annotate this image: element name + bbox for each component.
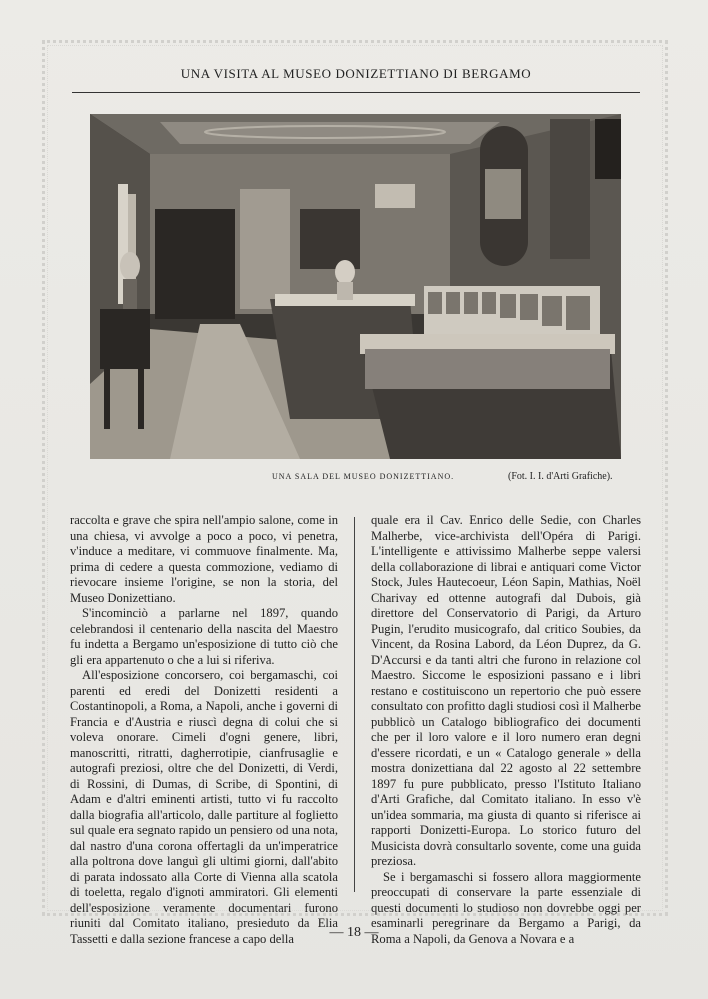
photo-credit: (Fot. I. I. d'Arti Grafiche). [508, 471, 613, 482]
museum-hall-photo [90, 114, 621, 459]
paragraph: S'incominciò a parlarne nel 1897, quando celebrandosi il centenario della nascita del Maestro fu indetta a Bergamo un'esposizione di tutto ciò che gli era appartenuto o che a lui si riferiva. [70, 606, 338, 667]
text-column-right [371, 513, 641, 947]
text-column-left [70, 513, 338, 947]
paragraph: raccolta e grave che spira nell'ampio salone, come in una chiesa, vi avvolge a poco a poco, vi penetra, v'induce a meditare, vi commuove finalmente. Ma, prima di cedere a questa commozione, vediamo di rievocare insieme l'origine, se non la storia, del Museo Donizettiano. [70, 513, 338, 605]
page-number: — 18 — [329, 925, 379, 940]
photo-caption: UNA SALA DEL MUSEO DONIZETTIANO. [272, 472, 455, 481]
column-rule [354, 517, 355, 892]
running-head: UNA VISITA AL MUSEO DONIZETTIANO DI BERGAMO [180, 66, 532, 81]
paragraph: Se i bergamaschi si fossero allora maggiormente preoccupati di conservare la parte essenziale di questi documenti lo studioso non dovrebbe oggi per esaminarli peregrinare da Bergamo a Parigi, da Roma a Napoli, da Genova a Novara e a [371, 869, 641, 946]
paragraph: All'esposizione concorsero, coi bergamaschi, coi parenti ed eredi del Donizetti residenti a Costantinopoli, a Roma, a Napoli, anche i governi di Francia e d'Austria e riuscì degna di colui che si voleva onorare. Cimeli d'ogni genere, libri, manoscritti, ritratti, dagherrotipie, cianfrusaglie e autografi preziosi, oltre che del Donizetti, di Verdi, di Rossini, di Dumas, di Scribe, di Spontini, di Adam e d'altri eminenti artisti, tutto vi fu raccolto dalla biografia all'articolo, dalle partiture al foglietto sul quale era segnato rapido un pensiero od una nota, dal nastro d'una corona offertagli da un'imperatrice alla poltrona dove languì gli ultimi giorni, dall'abito di parata indossato alla Corte di Vienna alla scatola di toeletta, regalo d'ignoti ammiratori. Gli elementi dell'esposizione veramente documentari furono riuniti dal Comitato italiano, presieduto da Elia Tassetti e dalla sezione francese a capo della [70, 668, 338, 946]
head-rule [72, 92, 640, 93]
paragraph: quale era il Cav. Enrico delle Sedie, con Charles Malherbe, vice-archivista dell'Opéra di Parigi. L'intelligente e attivissimo Malherbe seppe valersi della collaborazione di librai e antiquari come Victor Stock, Jules Hautecoeur, Léon Sapin, Mathias, Noël Charivay ed ottenne autografi dal Dubois, già direttore del Conservatorio di Parigi, da Arturo Pugin, l'erudito musicografo, dal critico Soubies, da Vincent, da Rosina Labord, da Léon Duprez, da G. D'Accursi e da tanti altri che furono in relazione col Maestro. Siccome le esposizioni passano e i libri restano e costituiscono un repertorio che può essere consultato con profitto dagli studiosi così il Malherbe pubblicò un Catalogo bibliografico dei documenti che per il loro valore e il loro numero eran degni d'essere ricordati, e un « Catalogo generale » della mostra donizettiana dal 22 agosto al 22 settembre 1897 fu pure pubblicato, presso l'Istituto Italiano d'Arti Grafiche, dal Comitato italiano. In esso v'è un'idea sommaria, ma giusta di quanto si riferisce ai rapporti Donizetti-Europa. Lo storico futuro del Musicista dovrà consultarlo sovente, come una guida preziosa. [371, 513, 641, 868]
